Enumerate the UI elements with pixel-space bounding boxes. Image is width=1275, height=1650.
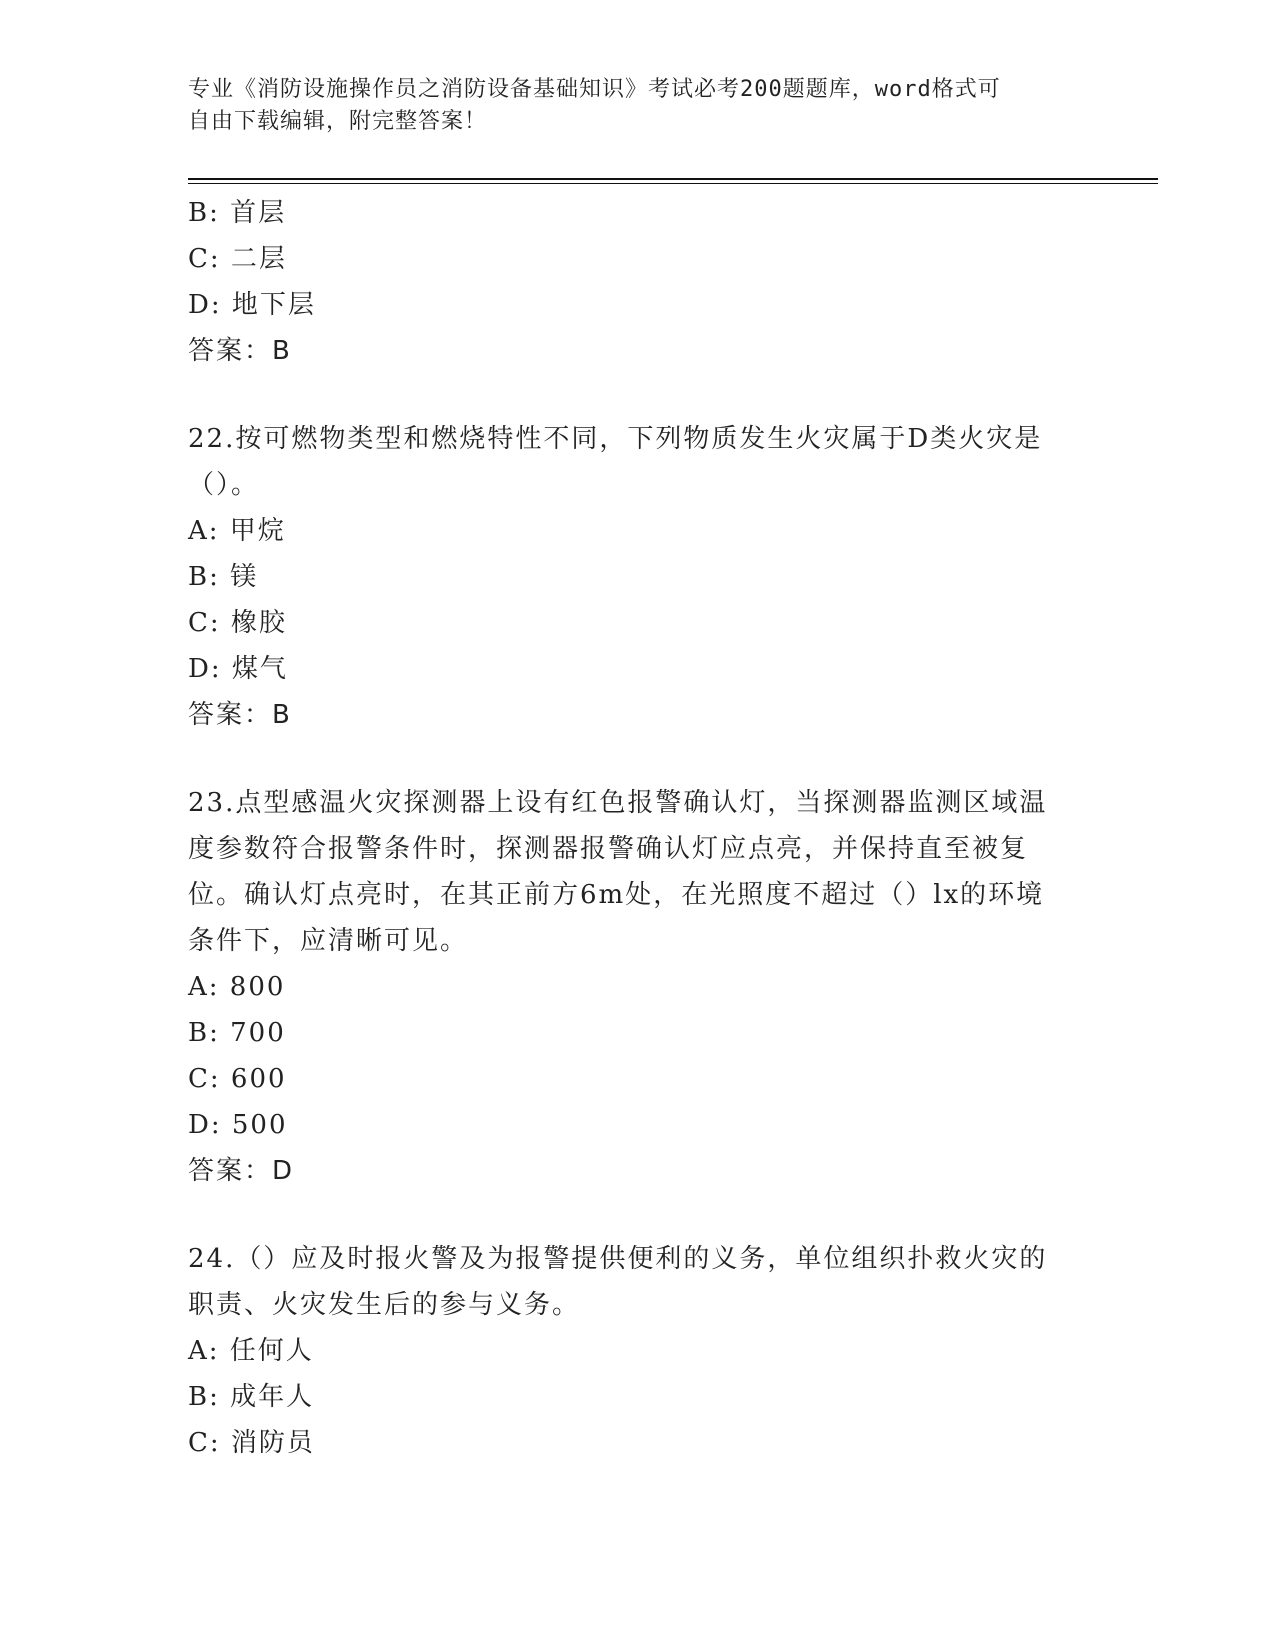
- question-stem-cont: 位。确认灯点亮时，在其正前方6m处，在光照度不超过（）lx的环境: [188, 880, 1045, 910]
- option-a: A: 甲烷: [188, 516, 286, 546]
- option-b: B: 700: [188, 1018, 286, 1048]
- question-22: [188, 416, 1088, 738]
- question-21-tail: [188, 190, 1088, 374]
- option-b: B: 首层: [188, 198, 287, 228]
- option-c: C: 二层: [188, 244, 287, 274]
- option-c: C: 600: [188, 1064, 287, 1094]
- option-a: A: 任何人: [188, 1336, 314, 1366]
- question-stem-cont: （）。: [188, 470, 260, 500]
- answer: 答案：B: [188, 336, 292, 366]
- document-header: [188, 74, 1068, 138]
- header-line-2: 自由下载编辑，附完整答案！: [188, 109, 488, 134]
- option-d: D: 煤气: [188, 654, 288, 684]
- answer: 答案：D: [188, 1156, 295, 1186]
- option-d: D: 500: [188, 1110, 288, 1140]
- option-b: B: 镁: [188, 562, 259, 592]
- question-23: [188, 780, 1088, 1194]
- question-stem-cont: 条件下，应清晰可见。: [188, 926, 469, 956]
- question-24: [188, 1236, 1088, 1466]
- question-stem: 22.按可燃物类型和燃烧特性不同，下列物质发生火灾属于D类火灾是: [188, 424, 1043, 454]
- header-rule-thick: [188, 178, 1158, 180]
- option-b: B: 成年人: [188, 1382, 315, 1412]
- option-d: D: 地下层: [188, 290, 316, 320]
- option-c: C: 消防员: [188, 1428, 315, 1458]
- question-stem-cont: 职责、火灾发生后的参与义务。: [188, 1290, 581, 1320]
- header-line-1: 专业《消防设施操作员之消防设备基础知识》考试必考200题题库，word格式可: [188, 77, 1001, 102]
- question-stem: 24.（）应及时报火警及为报警提供便利的义务，单位组织扑救火灾的: [188, 1244, 1048, 1274]
- header-rule-thin: [188, 183, 1158, 184]
- question-stem: 23.点型感温火灾探测器上设有红色报警确认灯，当探测器监测区域温: [188, 788, 1048, 818]
- question-list: [188, 190, 1088, 1466]
- answer: 答案：B: [188, 700, 292, 730]
- option-a: A: 800: [188, 972, 286, 1002]
- option-c: C: 橡胶: [188, 608, 287, 638]
- question-stem-cont: 度参数符合报警条件时，探测器报警确认灯应点亮，并保持直至被复: [188, 834, 1029, 864]
